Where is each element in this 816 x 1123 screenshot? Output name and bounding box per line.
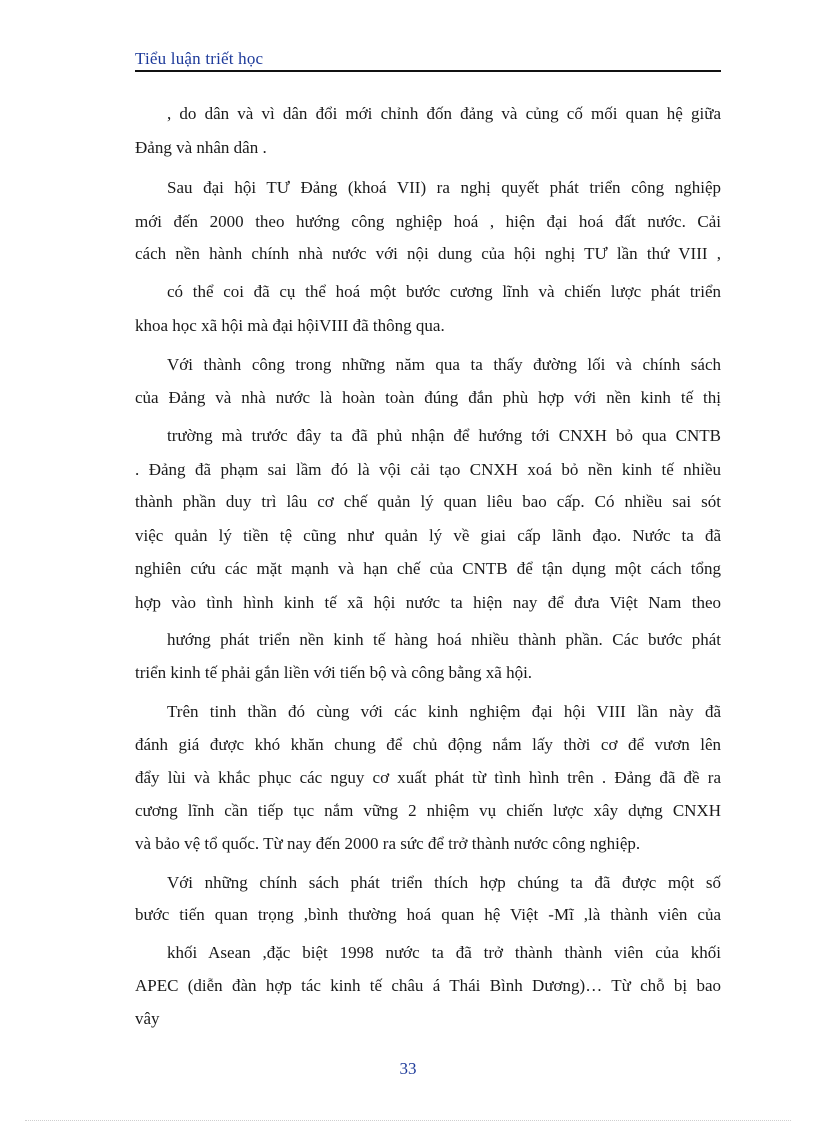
text-line: hợp vào tình hình kinh tế xã hội nước ta hiện nay để đưa Việt Nam theo: [135, 593, 721, 612]
text-line: trường mà trước đây ta đã phủ nhận để hướng tới CNXH bỏ qua CNTB: [167, 426, 721, 445]
text-line: việc quản lý tiền tệ cũng như quản lý về giai cấp lãnh đạo. Nước ta đã: [135, 526, 721, 545]
text-line: bước tiến quan trọng ,bình thường hoá quan hệ Việt -Mĩ ,là thành viên của: [135, 905, 721, 924]
text-line: nghiên cứu các mặt mạnh và hạn chế của CNTB để tận dụng một cách tổng: [135, 559, 721, 578]
page-number: 33: [399, 1059, 417, 1078]
text-line: Đảng và nhân dân .: [135, 138, 267, 157]
text-line: cương lĩnh cần tiếp tục nắm vững 2 nhiệm vụ chiến lược xây dựng CNXH: [135, 801, 721, 820]
text-line: , do dân và vì dân đổi mới chỉnh đốn đảng và củng cố mối quan hệ giữa: [167, 104, 721, 123]
text-line: cách nền hành chính nhà nước với nội dung của hội nghị TƯ lần thứ VIII ,: [135, 244, 721, 263]
text-line: có thể coi đã cụ thể hoá một bước cương lĩnh và chiến lược phát triển: [167, 282, 721, 301]
text-line: và bảo vệ tổ quốc. Từ nay đến 2000 ra sức để trở thành nước công nghiệp.: [135, 834, 641, 853]
text-line: đánh giá được khó khăn chung để chủ động nắm lấy thời cơ để vươn lên: [135, 735, 721, 754]
text-line: Trên tinh thần đó cùng với các kinh nghiệm đại hội VIII lần này đã: [167, 702, 721, 721]
page-bottom-divider: [25, 1120, 791, 1121]
header-title: Tiểu luận triết học: [135, 49, 264, 68]
text-line: khoa học xã hội mà đại hộiVIII đã thông qua.: [135, 316, 445, 335]
page-header: [135, 48, 721, 72]
text-line: của Đảng và nhà nước là hoàn toàn đúng đắn phù hợp với nền kinh tế thị: [135, 388, 721, 407]
text-line: APEC (diễn đàn hợp tác kinh tế châu á Thái Bình Dương)… Từ chỗ bị bao: [135, 976, 721, 995]
text-line: hướng phát triển nền kinh tế hàng hoá nhiều thành phần. Các bước phát: [167, 630, 721, 649]
text-line: Sau đại hội TƯ Đảng (khoá VII) ra nghị quyết phát triển công nghiệp: [167, 178, 721, 197]
text-line: thành phần duy trì lâu cơ chế quản lý quan liêu bao cấp. Có nhiều sai sót: [135, 492, 721, 511]
text-line: khối Asean ,đặc biệt 1998 nước ta đã trở thành thành viên của khối: [167, 943, 721, 962]
text-line: triển kinh tế phải gắn liền với tiến bộ và công bằng xã hội.: [135, 663, 533, 682]
text-line: đẩy lùi và khắc phục các nguy cơ xuất phát từ tình hình trên . Đảng đã đề ra: [135, 768, 721, 787]
text-line: vây: [135, 1009, 160, 1028]
text-line: Với những chính sách phát triển thích hợp chúng ta đã được một số: [167, 873, 721, 892]
text-line: . Đảng đã phạm sai lầm đó là vội cải tạo CNXH xoá bỏ nền kinh tế nhiều: [135, 460, 721, 479]
text-line: mới đến 2000 theo hướng công nghiệp hoá , hiện đại hoá đất nước. Cải: [135, 212, 721, 231]
text-line: Với thành công trong những năm qua ta thấy đường lối và chính sách: [167, 355, 721, 374]
